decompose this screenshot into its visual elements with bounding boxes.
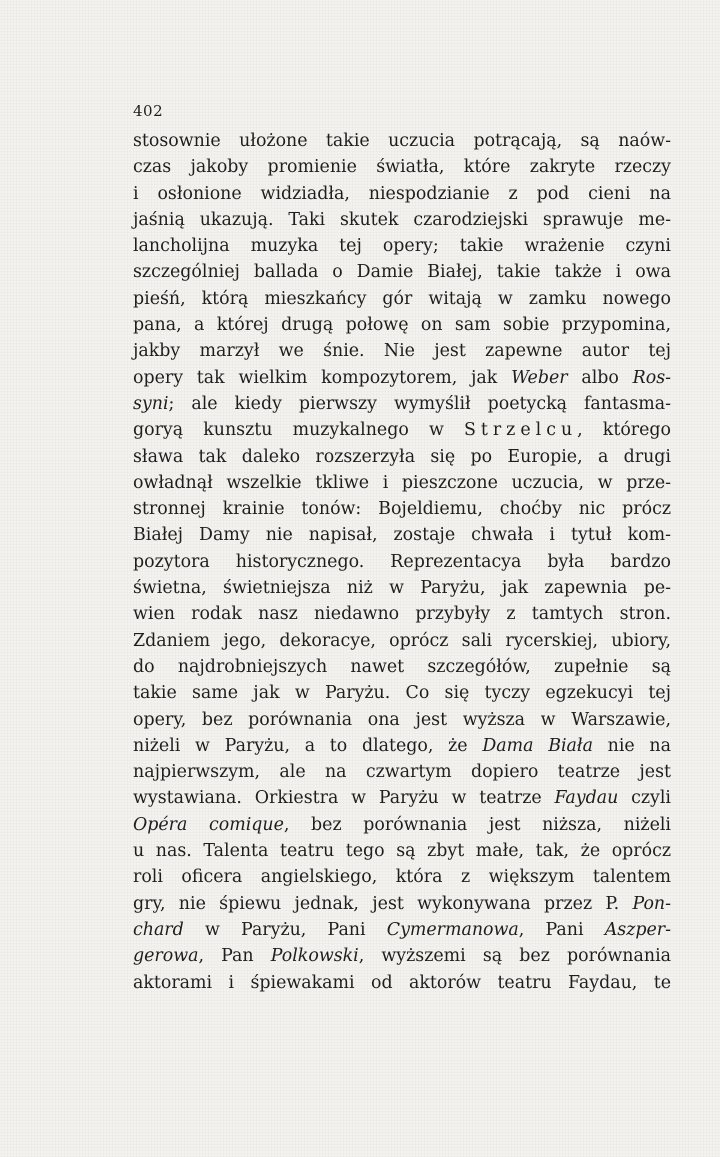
text-run: pozytora historycznego. Reprezentacya była bardzo <box>133 551 671 572</box>
page-number: 402 <box>133 102 164 120</box>
text-line <box>133 338 671 364</box>
text-run: Białej Damy nie napisał, zostaje chwała i tytuł kom- <box>133 525 671 546</box>
text-run: czas jakoby promienie światła, które zakryte rzeczy <box>133 157 671 178</box>
text-run: gry, nie śpiewu jednak, jest wykonywana przez P. <box>133 893 633 914</box>
text-line <box>133 575 671 601</box>
text-run: jakby marzył we śnie. Nie jest zapewne autor tej <box>133 341 671 362</box>
text-line <box>133 943 671 969</box>
body-text <box>133 128 671 996</box>
text-line <box>133 812 671 838</box>
text-run: niżeli w Paryżu, a to dlatego, że <box>133 735 483 756</box>
text-line <box>133 970 671 996</box>
text-run: , wyższemi są bez porównania <box>358 946 671 967</box>
text-line <box>133 496 671 522</box>
text-line <box>133 365 671 391</box>
text-run: takie same jak w Paryżu. Co się tyczy egzekucyi tej <box>133 683 671 704</box>
text-line <box>133 128 671 154</box>
text-run: Aszper- <box>604 919 671 940</box>
text-run: sława tak daleko rozszerzyła się po Europie, a drugi <box>133 446 671 467</box>
text-line <box>133 312 671 338</box>
text-run: pieśń, którą mieszkańcy gór witają w zamku nowego <box>133 288 671 309</box>
text-run: albo <box>567 367 633 388</box>
text-run: syni <box>133 393 169 414</box>
text-line <box>133 259 671 285</box>
text-line <box>133 522 671 548</box>
text-run: Pon- <box>632 893 671 914</box>
text-run: Opéra comique <box>133 814 284 835</box>
text-line <box>133 891 671 917</box>
text-line <box>133 207 671 233</box>
text-line <box>133 759 671 785</box>
text-run: owładnął wszelkie tkliwe i pieszczone uczucia, w prze- <box>133 472 671 493</box>
text-run: do najdrobniejszych nawet szczegółów, zupełnie są <box>133 656 671 677</box>
text-line <box>133 654 671 680</box>
text-line <box>133 838 671 864</box>
text-run: Ros- <box>632 367 671 388</box>
text-run: wystawiana. Orkiestra w Paryżu w teatrze <box>133 788 555 809</box>
text-line <box>133 628 671 654</box>
text-run: gerowa <box>133 946 199 967</box>
text-line <box>133 601 671 627</box>
text-run: Faydau <box>554 788 619 809</box>
text-run: w Paryżu, Pani <box>183 919 387 940</box>
text-run: Polkowski <box>270 946 359 967</box>
text-run: pana, a której drugą połowę on sam sobie przypomina, <box>133 315 671 336</box>
text-line <box>133 233 671 259</box>
text-run: czyli <box>618 788 671 809</box>
text-run: ; ale kiedy pierwszy wymyślił poetycką fantasma- <box>168 393 671 414</box>
text-run: Strzelcu <box>463 420 578 441</box>
text-run: Cymermanowa <box>386 919 519 940</box>
text-run: szczególniej ballada o Damie Białej, takie także i owa <box>133 262 671 283</box>
text-run: aktorami i śpiewakami od aktorów teatru Faydau, te <box>133 972 671 993</box>
page <box>133 98 671 996</box>
text-run: nie na <box>592 735 671 756</box>
text-run: stronnej krainie tonów: Bojeldiemu, choćby nic prócz <box>133 499 671 520</box>
text-run: Zdaniem jego, dekoracye, oprócz sali rycerskiej, ubiory, <box>133 630 671 651</box>
text-run: i osłonione widziadła, niespodzianie z pod cieni na <box>133 183 671 204</box>
text-run: , bez porównania jest niższa, niżeli <box>283 814 671 835</box>
text-line <box>133 154 671 180</box>
text-line <box>133 181 671 207</box>
text-run: Weber <box>511 367 568 388</box>
text-run: jaśnią ukazują. Taki skutek czarodziejski sprawuje me- <box>133 209 671 230</box>
text-run: u nas. Talenta teatru tego są zbyt małe, tak, że oprócz <box>133 841 671 862</box>
text-run: opery tak wielkim kompozytorem, jak <box>133 367 512 388</box>
text-line <box>133 864 671 890</box>
text-run: wien rodak nasz niedawno przybyły z tamtych stron. <box>133 604 671 625</box>
text-line <box>133 707 671 733</box>
text-run: , którego <box>577 420 672 441</box>
text-line <box>133 391 671 417</box>
text-line <box>133 917 671 943</box>
text-line <box>133 470 671 496</box>
text-line <box>133 549 671 575</box>
text-run: opery, bez porównania ona jest wyższa w Warszawie, <box>133 709 671 730</box>
text-run: goryą kunsztu muzykalnego w <box>133 420 464 441</box>
text-run: , Pan <box>198 946 271 967</box>
text-run: stosownie ułożone takie uczucia potrącają, są naów- <box>133 131 671 151</box>
text-line <box>133 733 671 759</box>
text-line <box>133 417 671 443</box>
text-run: świetna, świetniejsza niż w Paryżu, jak zapewnia pe- <box>133 578 671 599</box>
text-run: roli oficera angielskiego, która z większym talentem <box>133 867 671 888</box>
text-run: chard <box>133 919 184 940</box>
text-run: , Pani <box>518 919 605 940</box>
text-line <box>133 680 671 706</box>
text-line <box>133 286 671 312</box>
text-line <box>133 444 671 470</box>
text-run: najpierwszym, ale na czwartym dopiero teatrze jest <box>133 762 671 783</box>
text-run: lancholijna muzyka tej opery; takie wrażenie czyni <box>133 236 671 257</box>
text-line <box>133 785 671 811</box>
text-run: Dama Biała <box>482 735 593 756</box>
